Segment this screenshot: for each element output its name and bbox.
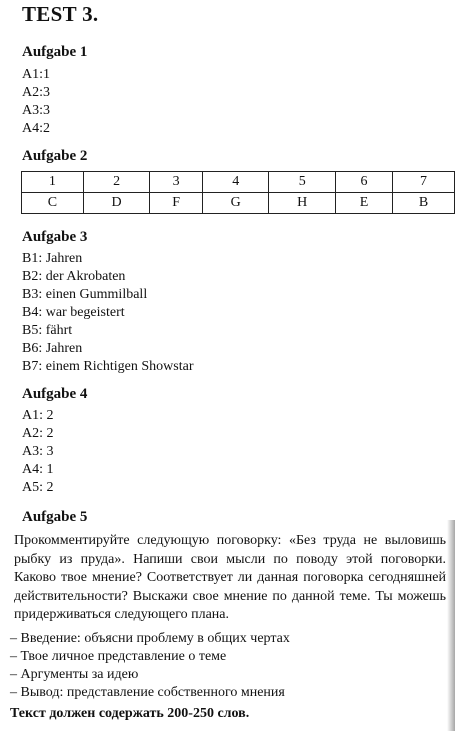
list-item: – Твое личное представление о теме xyxy=(10,649,227,664)
table-cell: H xyxy=(269,193,336,214)
table-cell: D xyxy=(83,193,150,214)
list-item: A3: 3 xyxy=(22,444,54,459)
table-row-numbers xyxy=(22,172,455,193)
list-item: – Аргументы за идею xyxy=(10,667,139,682)
list-item: A4: 1 xyxy=(22,462,54,477)
list-item: A1:1 xyxy=(22,67,50,82)
table-cell: E xyxy=(335,193,392,214)
aufgabe2-answer-table xyxy=(21,171,455,214)
aufgabe1-answers xyxy=(22,66,50,138)
aufgabe2-heading: Aufgabe 2 xyxy=(22,148,88,164)
table-cell: 5 xyxy=(269,172,336,193)
list-item: B6: Jahren xyxy=(22,341,83,356)
table-cell: 2 xyxy=(83,172,150,193)
list-item: B1: Jahren xyxy=(22,251,83,266)
table-cell: B xyxy=(393,193,455,214)
list-item: B2: der Akrobaten xyxy=(22,269,126,284)
aufgabe4-answers xyxy=(22,407,54,497)
list-item: B4: war begeistert xyxy=(22,305,125,320)
list-item: B7: einem Richtigen Showstar xyxy=(22,359,194,374)
list-item: A2:3 xyxy=(22,85,50,100)
list-item: A5: 2 xyxy=(22,480,54,495)
table-cell: 6 xyxy=(335,172,392,193)
aufgabe4-heading: Aufgabe 4 xyxy=(22,386,88,402)
aufgabe5-heading: Aufgabe 5 xyxy=(22,509,88,525)
aufgabe3-heading: Aufgabe 3 xyxy=(22,229,88,245)
word-count-requirement: Текст должен содержать 200-250 слов. xyxy=(10,706,250,721)
list-item: A1: 2 xyxy=(22,408,54,423)
table-row-letters xyxy=(22,193,455,214)
list-item: B3: einen Gummilball xyxy=(22,287,148,302)
page-title: TEST 3. xyxy=(22,2,99,26)
list-item: A2: 2 xyxy=(22,426,54,441)
table-cell: 3 xyxy=(150,172,203,193)
list-item: A4:2 xyxy=(22,121,50,136)
aufgabe5-instructions: Прокомментируйте следующую поговорку: «Без труда не выловишь рыбку из пруда». Напиши свои мысли по поводу этой поговорки. Каково твое мнение? Соответствует ли данная поговорка сегодняшней действительности? Выскажи свое мнение по данной теме. Ты можешь придерживаться следующего плана. xyxy=(14,533,446,622)
table-cell: C xyxy=(22,193,84,214)
aufgabe5-plan xyxy=(10,630,290,702)
table-cell: 7 xyxy=(393,172,455,193)
table-cell: 1 xyxy=(22,172,84,193)
table-cell: G xyxy=(202,193,269,214)
table-cell: 4 xyxy=(202,172,269,193)
scan-shadow-edge xyxy=(447,520,455,731)
list-item: B5: fährt xyxy=(22,323,73,338)
list-item: – Вывод: представление собственного мнения xyxy=(10,685,285,700)
aufgabe3-answers xyxy=(22,250,193,376)
list-item: A3:3 xyxy=(22,103,50,118)
table-cell: F xyxy=(150,193,203,214)
list-item: – Введение: объясни проблему в общих чертах xyxy=(10,631,290,646)
aufgabe1-heading: Aufgabe 1 xyxy=(22,44,88,60)
